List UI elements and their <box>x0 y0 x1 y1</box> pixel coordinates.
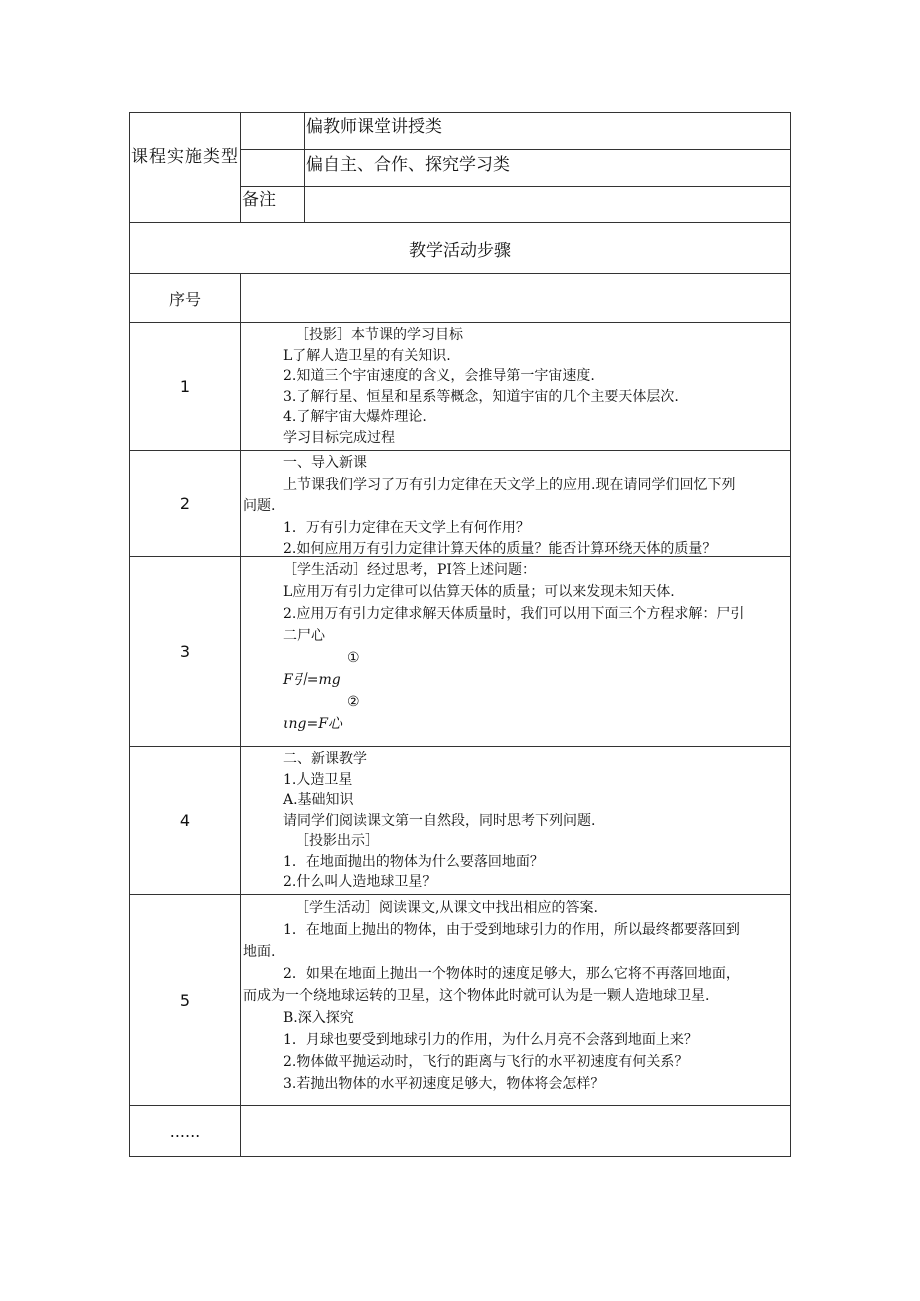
content-line: 2.物体做平抛运动时，飞行的距离与飞行的水平初速度有何关系？ <box>283 1054 689 1070</box>
option-inquiry-text: 偏自主、合作、探究学习类 <box>306 155 510 175</box>
content-line: 二尸心 <box>283 628 325 644</box>
rule <box>129 1156 791 1157</box>
content-line: 1．在地面上抛出的物体，由于受到地球引力的作用，所以最终都要落回到 <box>283 922 740 938</box>
content-line: A.基础知识 <box>283 792 354 808</box>
row-number <box>130 895 240 1105</box>
content-line: 二、新课教学 <box>283 751 367 767</box>
content-line: 而成为一个绕地球运转的卫星，这个物体此时就可认为是一颗人造地球卫星. <box>243 988 710 1004</box>
rule <box>790 112 791 1157</box>
content-line: 1．万有引力定律在天文学上有何作用？ <box>283 519 530 536</box>
content-line: 问题. <box>243 498 276 514</box>
content-line: 2.如何应用万有引力定律计算天体的质量？能否计算环绕天体的质量？ <box>283 541 717 556</box>
option-lecture <box>306 116 786 138</box>
row-number-text: 3 <box>179 642 191 661</box>
row-content <box>241 895 790 1105</box>
content-line: 1．月球也要受到地球引力的作用，为什么月亮不会落到地面上来？ <box>283 1032 698 1048</box>
remarks-value <box>305 187 789 222</box>
equation: F引=mg <box>283 672 341 688</box>
equation: ιng=F心 <box>283 716 342 732</box>
content-line: 1．在地面抛出的物体为什么要落回地面？ <box>283 853 544 870</box>
option-lecture-text: 偏教师课堂讲授类 <box>306 117 442 137</box>
row-content <box>241 557 790 746</box>
row-content <box>241 323 790 450</box>
row-number-ellipsis <box>130 1106 240 1156</box>
row-number <box>130 747 240 894</box>
content-line: 2.什么叫人造地球卫星？ <box>283 874 437 890</box>
content-line: ［学生活动］经过思考，PI答上述问题： <box>283 562 536 578</box>
row-number-text: 5 <box>179 990 191 1010</box>
content-line: 2.知道三个宇宙速度的含义，会推导第一宇宙速度. <box>283 368 595 384</box>
section-title-text: 教学活动步骤 <box>409 240 511 261</box>
content-line: L应用万有引力定律可以估算天体的质量；可以来发现未知天体. <box>283 584 675 600</box>
section-title <box>130 223 790 273</box>
row-content <box>241 451 790 556</box>
content-line: 学习目标完成过程 <box>283 429 395 446</box>
row-number-text: 4 <box>179 811 191 830</box>
row-number <box>130 323 240 450</box>
remarks-label <box>242 189 302 211</box>
content-line: ［投影］本节课的学习目标 <box>295 327 463 343</box>
content-line: 2.应用万有引力定律求解天体质量时，我们可以用下面三个方程求解：尸引 <box>283 606 745 622</box>
row-content <box>241 1106 790 1156</box>
row-number <box>130 451 240 556</box>
equation-marker: ① <box>347 650 360 666</box>
content-line: 一、导入新课 <box>283 455 367 471</box>
content-line: ［学生活动］阅读课文,从课文中找出相应的答案. <box>295 900 598 916</box>
row-number-text: 2 <box>179 494 191 513</box>
seq-header <box>130 274 240 322</box>
seq-header-text: 序号 <box>168 289 201 309</box>
content-line: L了解人造卫星的有关知识. <box>283 347 451 364</box>
row-number-text: 1 <box>179 377 191 396</box>
row-content <box>241 747 790 894</box>
content-line: 3.若抛出物体的水平初速度足够大，物体将会怎样？ <box>283 1076 605 1092</box>
content-line: 请同学们阅读课文第一自然段，同时思考下列问题. <box>283 812 596 829</box>
equation-marker: ② <box>347 694 360 710</box>
content-line: 4.了解宇宙大爆炸理论. <box>283 409 427 425</box>
row-number-ellipsis-text: ...... <box>169 1121 201 1141</box>
remarks-label-text: 备注 <box>242 190 276 210</box>
rule <box>240 149 791 150</box>
course-type-label-text: 课程实施类型 <box>131 147 239 167</box>
content-line: 上节课我们学习了万有引力定律在天文学上的应用.现在请同学们回忆下列 <box>283 476 736 493</box>
content-line: 1.人造卫星 <box>283 771 353 788</box>
row-number <box>130 557 240 746</box>
content-line: 3.了解行星、恒星和星系等概念，知道宇宙的几个主要天体层次. <box>283 388 679 405</box>
course-type-label <box>131 140 239 174</box>
content-line: ［投影出示］ <box>295 833 379 849</box>
option-inquiry <box>306 154 786 176</box>
content-line: 2．如果在地面上抛出一个物体时的速度足够大，那么它将不再落回地面， <box>283 966 740 982</box>
content-line: B.深入探究 <box>283 1010 354 1026</box>
content-line: 地面. <box>243 944 276 960</box>
rule <box>129 112 791 113</box>
rule <box>240 112 241 223</box>
